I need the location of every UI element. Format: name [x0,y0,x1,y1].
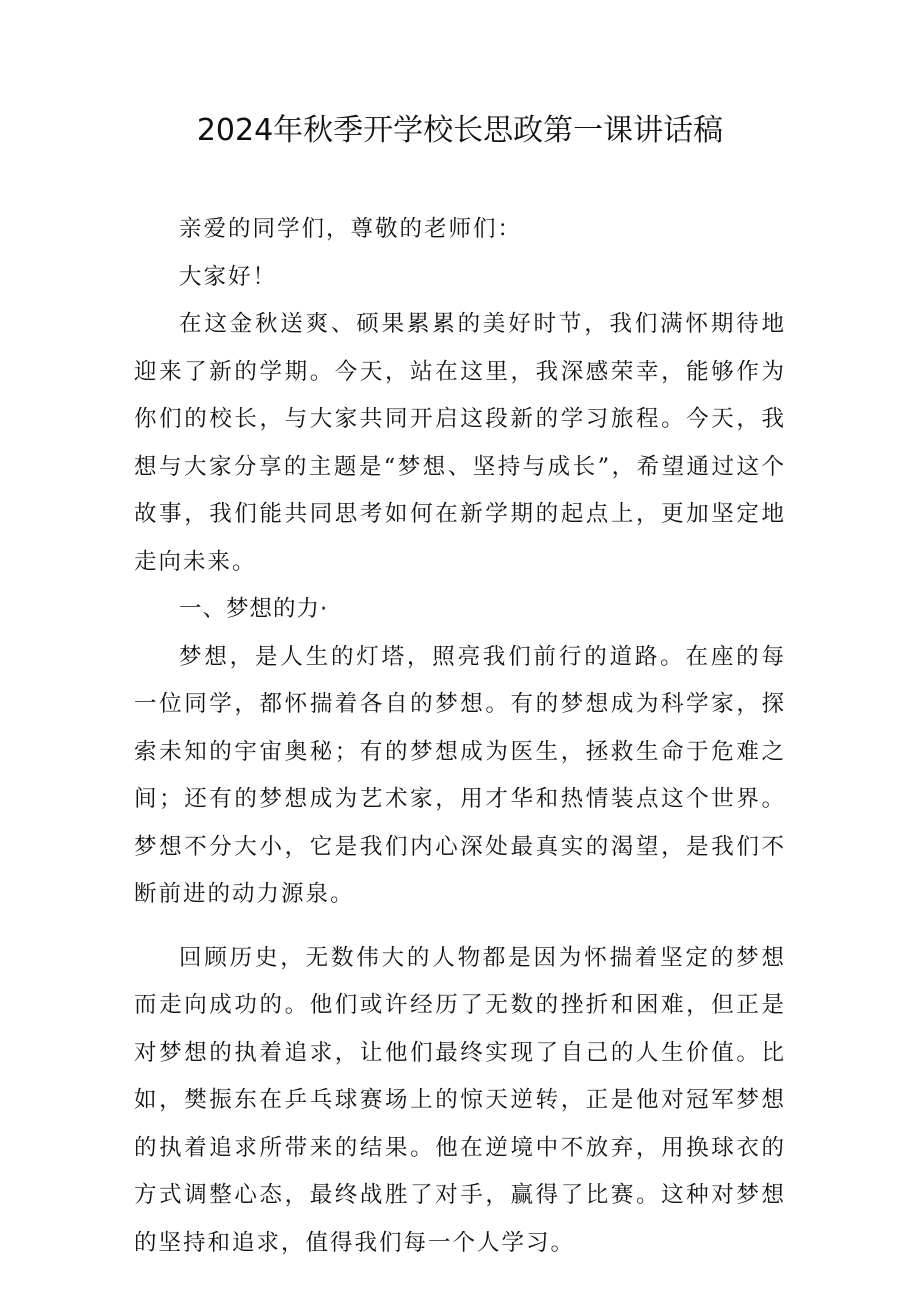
greeting-line: 亲爱的同学们，尊敬的老师们： [179,216,523,242]
document-body [134,206,786,1267]
section-paragraph: 回顾历史，无数伟大的人物都是因为怀揣着坚定的梦想而走向成功的。他们或许经历了无数的挫折和困难，但正是对梦想的执着追求，让他们最终实现了自己的人生价值。比如，樊振东在乒乓球赛场上的惊天逆转，正是他对冠军梦想的执着追求所带来的结果。他在逆境中不放弃，用换球衣的方式调整心态，最终战胜了对手，赢得了比赛。这种对梦想的坚持和追求，值得我们每一个人学习。 [134,944,786,1256]
section-heading: 一、梦想的力· [179,596,329,622]
hello-line: 大家好！ [179,263,278,290]
intro-paragraph: 在这金秋送爽、硕果累累的美好时节，我们满怀期待地迎来了新的学期。今天，站在这里，我深感荣幸，能够作为你们的校长，与大家共同开启这段新的学习旅程。今天，我想与大家分享的主题是“梦想、坚持与成长”，希望通过这个故事，我们能共同思考如何在新学期的起点上，更加坚定地走向未来。 [134,311,786,575]
document-title: 2024年秋季开学校长思政第一课讲话稿 [196,113,724,148]
section-paragraph: 梦想，是人生的灯塔，照亮我们前行的道路。在座的每一位同学，都怀揣着各自的梦想。有的梦想成为科学家，探索未知的宇宙奥秘；有的梦想成为医生，拯救生命于危难之间；还有的梦想成为艺术家，用才华和热情装点这个世界。梦想不分大小，它是我们内心深处最真实的渴望，是我们不断前进的动力源泉。 [134,643,786,907]
